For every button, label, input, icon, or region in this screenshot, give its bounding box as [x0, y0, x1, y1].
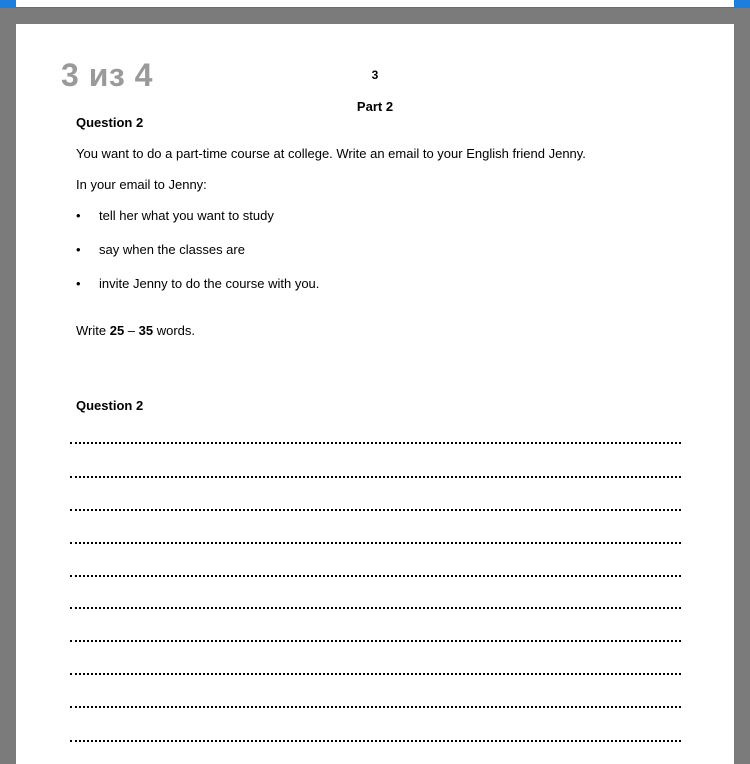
word-limit-dash: – — [124, 323, 139, 338]
word-limit-suffix: words. — [153, 323, 196, 338]
question-heading: Question 2 — [76, 115, 144, 130]
previous-page-edge — [16, 0, 734, 7]
word-limit — [76, 323, 195, 338]
word-limit-max: 35 — [138, 323, 154, 338]
bullet-marker: • — [76, 208, 81, 223]
bullet-item: tell her what you want to study — [99, 208, 274, 223]
answer-line[interactable] — [70, 706, 681, 708]
task-text: You want to do a part-time course at college. Write an email to your English friend Jenny. — [76, 146, 586, 161]
answer-line[interactable] — [70, 673, 681, 675]
bullet-marker: • — [76, 276, 81, 291]
word-limit-prefix: Write — [76, 323, 110, 338]
answer-line[interactable] — [70, 509, 681, 511]
answer-line[interactable] — [70, 542, 681, 544]
document-page — [16, 24, 734, 764]
answer-line[interactable] — [70, 442, 681, 444]
answer-line[interactable] — [70, 740, 681, 742]
page-number: 3 — [371, 68, 379, 82]
part-title: Part 2 — [356, 99, 394, 114]
page-indicator: 3 из 4 — [61, 57, 153, 93]
answer-line[interactable] — [70, 640, 681, 642]
answer-heading: Question 2 — [76, 398, 144, 413]
answer-line[interactable] — [70, 607, 681, 609]
answer-line[interactable] — [70, 575, 681, 577]
bullet-item: invite Jenny to do the course with you. — [99, 276, 320, 291]
word-limit-min: 25 — [109, 323, 125, 338]
intro-text: In your email to Jenny: — [76, 177, 207, 192]
answer-line[interactable] — [70, 476, 681, 478]
bullet-marker: • — [76, 242, 81, 257]
bullet-item: say when the classes are — [99, 242, 245, 257]
